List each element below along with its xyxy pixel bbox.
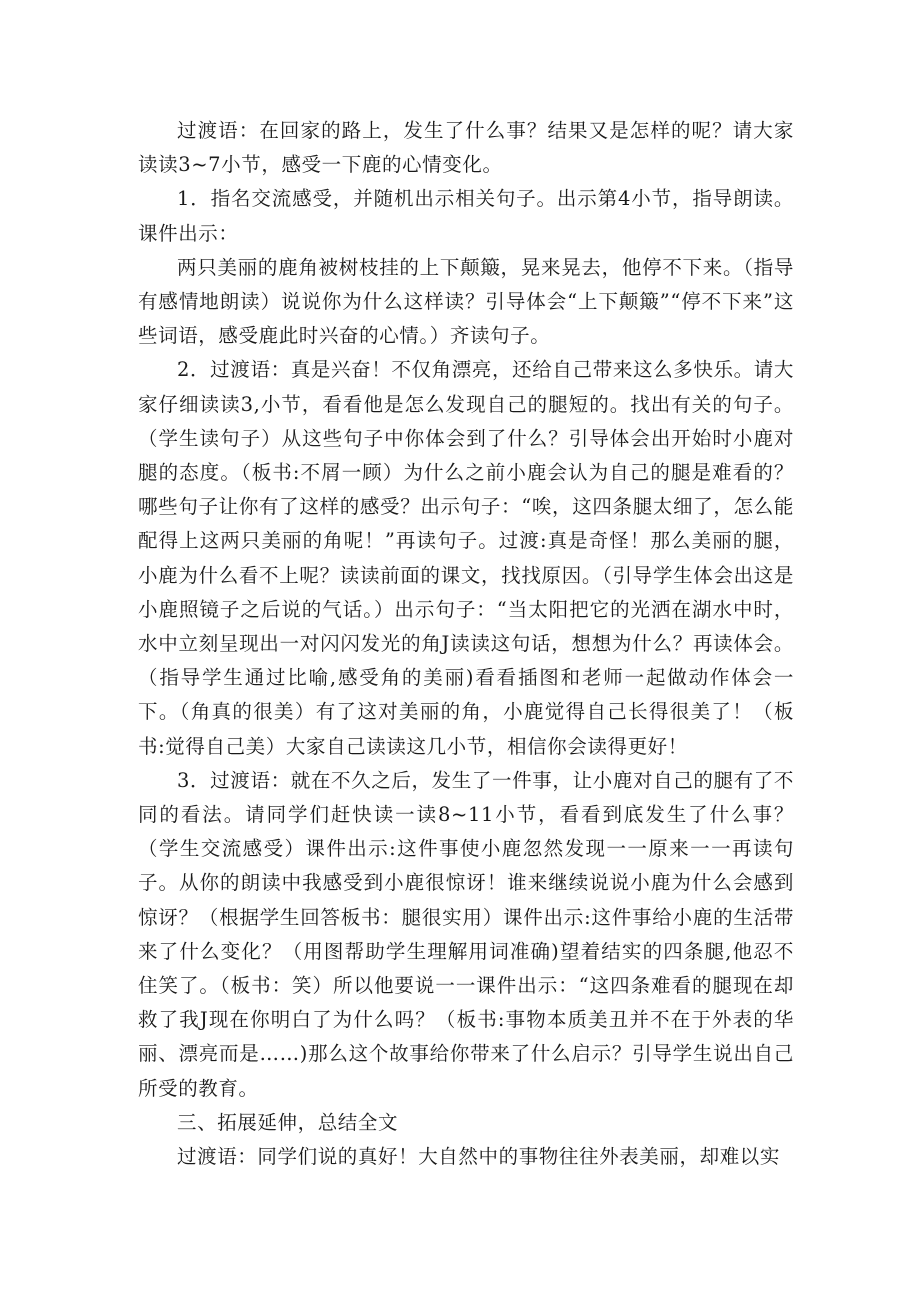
paragraph-courseware-sentence: 两只美丽的鹿角被树枝挂的上下颠簸，晃来晃去，他停不下来。（指导有感情地朗读）说说你为什么这样读？引导体会“上下颠簸”“停不下来”这些词语，感受鹿此时兴奋的心情。）齐读句子。 [138,255,794,348]
paragraph-transition-final: 过渡语：同学们说的真好！大自然中的事物往往外表美丽，却难以实 [177,1145,781,1169]
section-heading: 三、拓展延伸，总结全文 [177,1110,399,1134]
paragraph-step-3: 3．过渡语：就在不久之后，发生了一件事，让小鹿对自己的腿有了不同的看法。请同学们赶快读一读8~11小节，看看到底发生了什么事？（学生交流感受）课件出示:这件事使小鹿忽然发现一一原来一一再读句子。从你的朗读中我感受到小鹿很惊讶！谁来继续说说小鹿为什么会感到惊讶？（根据学生回答板书：腿很实用）课件出示:这件事给小鹿的生活带来了什么变化？（用图帮助学生理解用词准确)望着结实的四条腿,他忍不住笑了。（板书：笑）所以他要说一一课件出示：“这四条难看的腿现在却救了我J现在你明白了为什么吗？（板书:事物本质美丑并不在于外表的华丽、漂亮而是……)那么这个故事给你带来了什么启示？引导学生说出自己所受的教育。 [138,768,794,1100]
paragraph-transition-intro: 过渡语：在回家的路上，发生了什么事？结果又是怎样的呢？请大家读读3~7小节，感受一下鹿的心情变化。 [138,119,794,177]
document-body [138,114,794,1174]
paragraph-step-2: 2．过渡语：真是兴奋！不仅角漂亮，还给自己带来这么多快乐。请大家仔细读读3,小节，看看他是怎么发现自己的腿短的。找出有关的句子。（学生读句子）从这些句子中你体会到了什么？引导体会出开始时小鹿对腿的态度。（板书:不屑一顾）为什么之前小鹿会认为自己的腿是难看的？哪些句子让你有了这样的感受？出示句子：“唉，这四条腿太细了，怎么能配得上这两只美丽的角呢！”再读句子。过渡:真是奇怪！那么美丽的腿，小鹿为什么看不上呢？读读前面的课文，找找原因。（引导学生体会出这是小鹿照镜子之后说的气话。）出示句子：“当太阳把它的光洒在湖水中时，水中立刻呈现出一对闪闪发光的角J读读这句话，想想为什么？再读体会。（指导学生通过比喻,感受角的美丽)看看插图和老师一起做动作体会一下。（角真的很美）有了这对美丽的角，小鹿觉得自己长得很美了！（板书:觉得自己美）大家自己读读这几小节，相信你会读得更好！ [138,358,794,758]
paragraph-step-1: 1．指名交流感受，并随机出示相关句子。出示第4小节，指导朗读。课件出示： [138,187,794,245]
